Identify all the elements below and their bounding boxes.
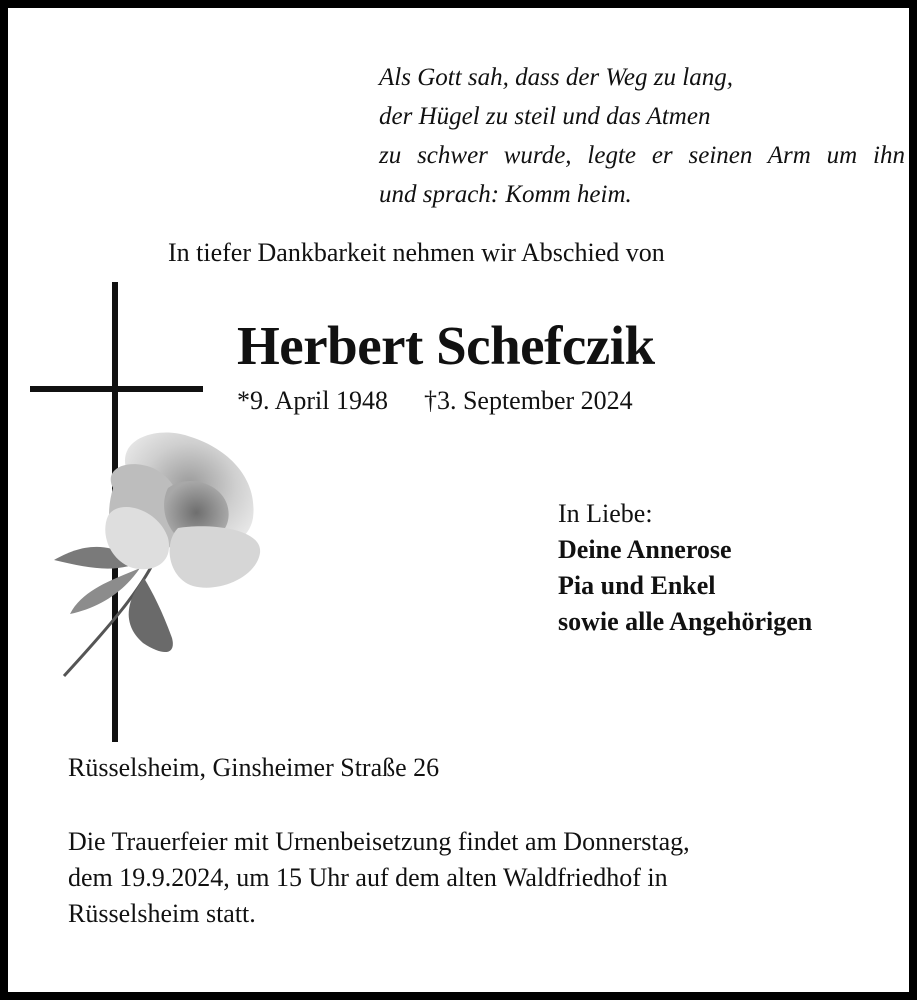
deceased-name: Herbert Schefczik	[237, 315, 655, 376]
poem-line: und sprach: Komm heim.	[379, 181, 632, 208]
poem	[379, 58, 905, 214]
poem-line: zu schwer wurde, legte er seinen Arm um ihn	[379, 142, 905, 169]
death-date: †3. September 2024	[423, 386, 633, 415]
mourners-heading: In Liebe:	[558, 499, 653, 528]
rose-illustration	[48, 428, 278, 683]
service-info	[68, 824, 690, 932]
cross-horizontal-beam	[30, 386, 203, 392]
poem-line: Als Gott sah, dass der Weg zu lang,	[379, 64, 733, 91]
life-dates	[237, 386, 633, 416]
poem-line: der Hügel zu steil und das Atmen	[379, 103, 711, 130]
service-line: Die Trauerfeier mit Urnenbeisetzung findet am Donnerstag,	[68, 827, 690, 856]
mourner-line: Pia und Enkel	[558, 571, 716, 600]
intro-text: In tiefer Dankbarkeit nehmen wir Abschied von	[168, 238, 665, 267]
birth-date: *9. April 1948	[237, 386, 388, 415]
service-line: dem 19.9.2024, um 15 Uhr auf dem alten Waldfriedhof in	[68, 863, 668, 892]
mourner-line: sowie alle Angehörigen	[558, 607, 813, 636]
address: Rüsselsheim, Ginsheimer Straße 26	[68, 753, 440, 782]
mourner-line: Deine Annerose	[558, 535, 732, 564]
service-line: Rüsselsheim statt.	[68, 899, 256, 928]
mourners-block	[558, 496, 812, 640]
